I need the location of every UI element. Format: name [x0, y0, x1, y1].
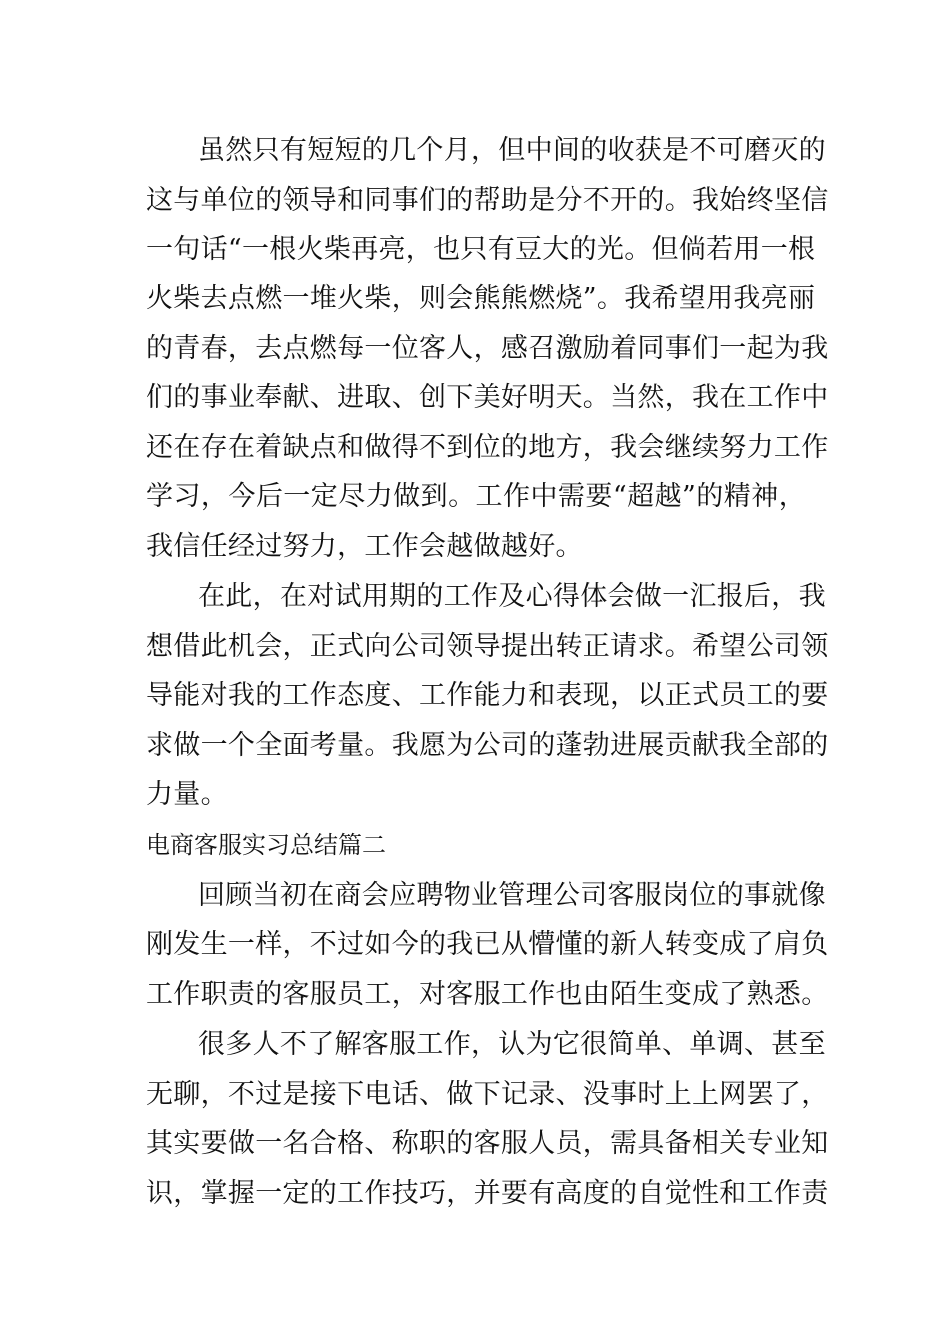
paragraph-line: 识，掌握一定的工作技巧，并要有高度的自觉性和工作责 [146, 1178, 829, 1209]
paragraph-line: 无聊，不过是接下电话、做下记录、没事时上上网罢了， [146, 1079, 829, 1110]
paragraph-line: 刚发生一样，不过如今的我已从懵懂的新人转变成了肩负 [146, 929, 829, 960]
paragraph-line: 工作职责的客服员工，对客服工作也由陌生变成了熟悉。 [146, 979, 829, 1010]
paragraph-line: 回顾当初在商会应聘物业管理公司客服岗位的事就像 [198, 880, 826, 911]
paragraph-line: 很多人不了解客服工作，认为它很简单、单调、甚至 [198, 1029, 826, 1060]
paragraph-line: 其实要做一名合格、称职的客服人员，需具备相关专业知 [146, 1128, 829, 1159]
paragraph-line: 虽然只有短短的几个月，但中间的收获是不可磨灭的 [198, 135, 826, 166]
paragraph-line: 们的事业奉献、进取、创下美好明天。当然，我在工作中 [146, 382, 829, 413]
paragraph-line: 求做一个全面考量。我愿为公司的蓬勃进展贡献我全部的 [146, 730, 829, 761]
paragraph-line: 还在存在着缺点和做得不到位的地方，我会继续努力工作 [146, 432, 829, 463]
paragraph-line: 在此，在对试用期的工作及心得体会做一汇报后，我 [198, 581, 826, 612]
paragraph-line: 一句话“一根火柴再亮，也只有豆大的光。但倘若用一根 [146, 234, 816, 265]
paragraph-line: 学习，今后一定尽力做到。工作中需要“超越”的精神， [146, 481, 806, 512]
paragraph-line: 火柴去点燃一堆火柴，则会熊熊燃烧”。我希望用我亮丽 [146, 283, 816, 314]
paragraph-line: 我信任经过努力，工作会越做越好。 [146, 531, 583, 562]
paragraph-line: 力量。 [146, 779, 228, 810]
paragraph-line: 这与单位的领导和同事们的帮助是分不开的。我始终坚信 [146, 185, 829, 216]
paragraph-line: 的青春，去点燃每一位客人，感召激励着同事们一起为我 [146, 333, 829, 364]
paragraph-line: 导能对我的工作态度、工作能力和表现，以正式员工的要 [146, 680, 829, 711]
section-heading: 电商客服实习总结篇二 [146, 831, 386, 859]
paragraph-line: 想借此机会，正式向公司领导提出转正请求。希望公司领 [146, 631, 829, 662]
